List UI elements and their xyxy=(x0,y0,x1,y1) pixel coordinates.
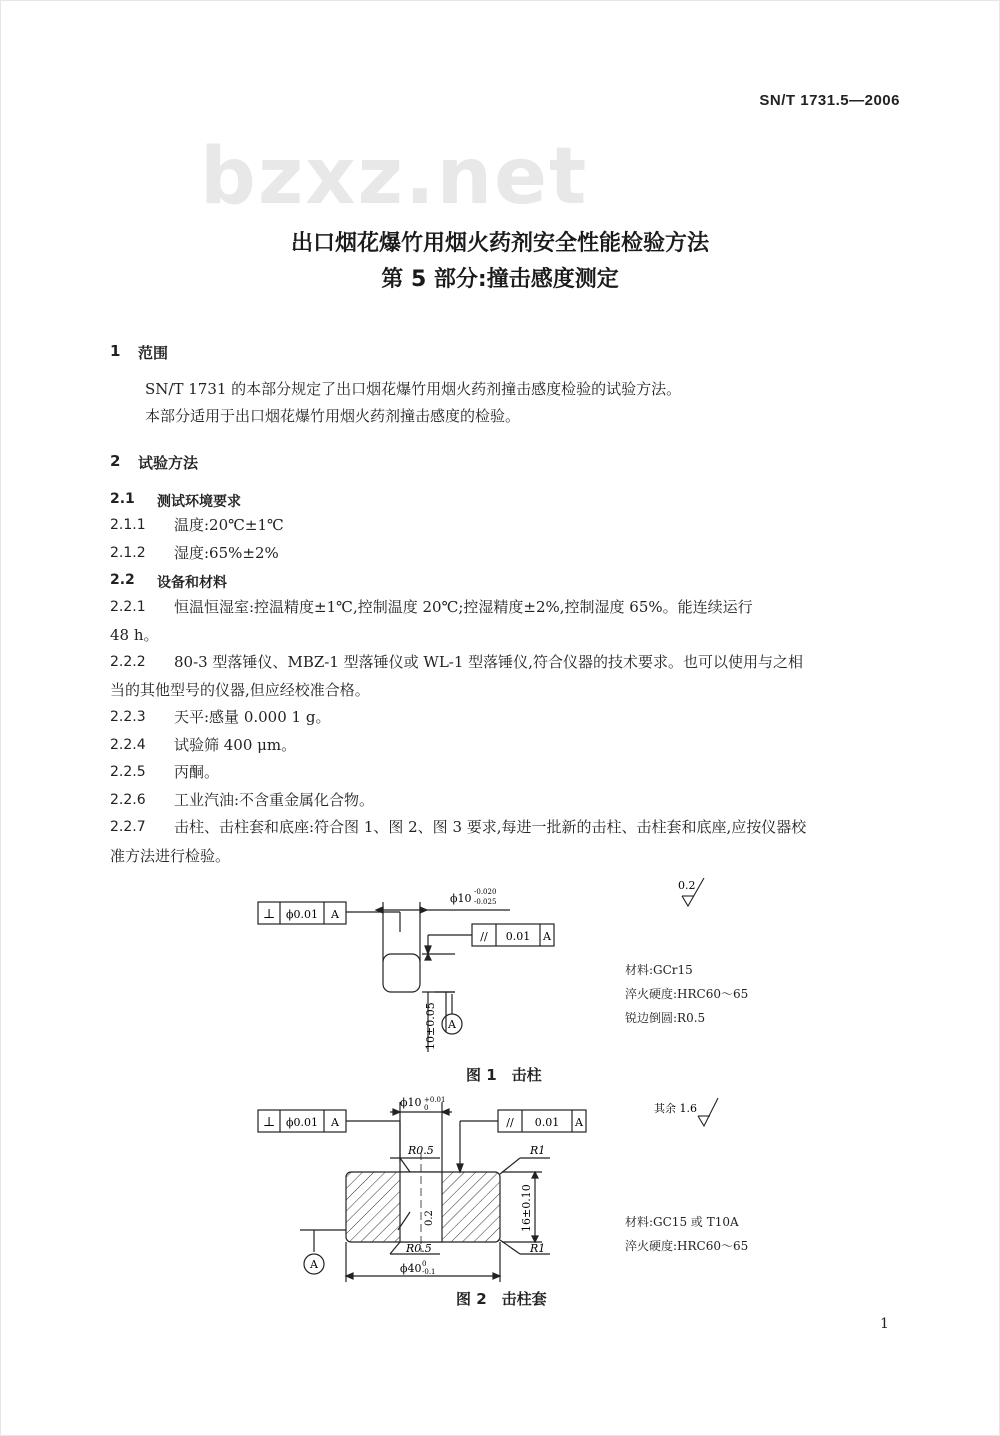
fig2-perp-value: ϕ0.01 xyxy=(286,1116,318,1129)
section-2-heading: 试验方法 xyxy=(138,454,199,472)
fig2-perp-datum: A xyxy=(331,1116,339,1129)
clause-2-2-4-text: 试验筛 400 μm。 xyxy=(174,736,297,754)
fig2-radius-bottom-left: R0.5 xyxy=(406,1242,432,1255)
clause-2-2-3-text: 天平:感量 0.000 1 g。 xyxy=(174,708,331,726)
fig2-outer-diameter: ϕ40 xyxy=(400,1262,422,1275)
fig1-datum-label: A xyxy=(448,1018,456,1031)
fig1-roughness-symbol xyxy=(668,874,728,910)
page-number: 1 xyxy=(880,1316,889,1332)
clause-2-2-5-text: 丙酮。 xyxy=(174,763,220,781)
fig1-perp-symbol: ⊥ xyxy=(262,907,276,922)
clause-2-1-2-number: 2.1.2 xyxy=(110,545,146,561)
fig2-par-datum: A xyxy=(575,1116,583,1129)
clause-2-2-heading: 设备和材料 xyxy=(157,575,227,591)
fig2-roughness-symbol xyxy=(652,1094,742,1134)
clause-2-2-7-continuation: 准方法进行检验。 xyxy=(110,847,231,865)
clause-2-2-2-text: 80-3 型落锤仪、MBZ-1 型落锤仪或 WL-1 型落锤仪,符合仪器的技术要求。也可以使用与之相 xyxy=(174,653,803,671)
fig1-diameter: ϕ10 xyxy=(450,892,472,905)
section-1-number: 1 xyxy=(110,342,121,360)
clause-2-1-1-number: 2.1.1 xyxy=(110,517,146,533)
fig1-note-material: 材料:GCr15 xyxy=(625,963,693,977)
scope-paragraph-2: 本部分适用于出口烟花爆竹用烟火药剂撞击感度的检验。 xyxy=(145,407,521,425)
clause-2-2-7-number: 2.2.7 xyxy=(110,819,146,835)
fig2-par-value: 0.01 xyxy=(534,1116,560,1129)
clause-2-2-number: 2.2 xyxy=(110,572,135,588)
clause-2-2-1-continuation: 48 h。 xyxy=(110,626,159,644)
figure-2-caption: 图 2 击柱套 xyxy=(456,1290,547,1308)
document-subtitle: 第 5 部分:撞击感度测定 xyxy=(381,267,619,292)
clause-2-2-1-number: 2.2.1 xyxy=(110,599,146,615)
clause-2-2-6-text: 工业汽油:不含重金属化合物。 xyxy=(174,791,375,809)
section-2-number: 2 xyxy=(110,452,121,470)
clause-2-2-2-number: 2.2.2 xyxy=(110,654,146,670)
fig1-perp-datum: A xyxy=(331,908,339,921)
fig2-note-material: 材料:GC15 或 T10A xyxy=(625,1215,739,1229)
fig2-roughness-value: 其余 1.6 xyxy=(654,1102,697,1115)
clause-2-2-4-number: 2.2.4 xyxy=(110,737,146,753)
fig2-inner-tol-upper: +0.01 xyxy=(424,1096,446,1104)
fig2-outer-lower: -0.1 xyxy=(422,1268,436,1276)
clause-2-2-1-text: 恒温恒湿室:控温精度±1℃,控制温度 20℃;控湿精度±2%,控制湿度 65%。能连续运行 xyxy=(174,598,753,616)
fig1-perp-value: ϕ0.01 xyxy=(286,908,318,921)
fig2-inner-diameter: ϕ10 xyxy=(400,1096,422,1109)
figure-2-striker-sleeve-drawing xyxy=(250,1092,600,1292)
fig1-note-edge: 锐边倒圆:R0.5 xyxy=(625,1011,706,1025)
fig2-outer-upper: 0 xyxy=(422,1260,427,1268)
fig1-note-hardness: 淬火硬度:HRC60～65 xyxy=(625,987,749,1001)
fig2-inner-tol-lower: 0 xyxy=(424,1104,429,1112)
fig2-datum-label: A xyxy=(310,1258,318,1271)
fig1-par-symbol: // xyxy=(480,930,488,943)
clause-2-1-1-text: 温度:20℃±1℃ xyxy=(174,516,284,534)
fig2-chamfer: 0.2 xyxy=(424,1210,435,1226)
fig2-radius-top-left: R0.5 xyxy=(408,1144,434,1157)
fig1-par-value: 0.01 xyxy=(505,930,531,943)
fig2-radius-bottom-right: R1 xyxy=(530,1242,546,1255)
fig1-height: 10±0.05 xyxy=(424,1002,437,1050)
clause-2-2-5-number: 2.2.5 xyxy=(110,764,146,780)
fig1-diameter-lower: -0.025 xyxy=(474,898,497,906)
fig2-par-symbol: // xyxy=(506,1116,514,1129)
section-1-heading: 范围 xyxy=(138,344,169,362)
scope-paragraph-1: SN/T 1731 的本部分规定了出口烟花爆竹用烟火药剂撞击感度检验的试验方法。 xyxy=(145,380,682,398)
fig2-height: 16±0.10 xyxy=(520,1184,533,1232)
clause-2-2-2-continuation: 当的其他型号的仪器,但应经校准合格。 xyxy=(110,681,370,699)
clause-2-1-heading: 测试环境要求 xyxy=(157,494,241,510)
fig1-roughness-value: 0.2 xyxy=(678,879,696,892)
clause-2-1-2-text: 湿度:65%±2% xyxy=(174,544,279,562)
watermark: bzxz.net xyxy=(200,132,589,222)
figure-1-caption: 图 1 击柱 xyxy=(466,1066,542,1084)
clause-2-2-3-number: 2.2.3 xyxy=(110,709,146,725)
clause-2-2-6-number: 2.2.6 xyxy=(110,792,146,808)
clause-2-1-number: 2.1 xyxy=(110,491,135,507)
document-title: 出口烟花爆竹用烟火药剂安全性能检验方法 xyxy=(290,231,709,256)
fig2-perp-symbol: ⊥ xyxy=(262,1115,276,1130)
fig2-radius-top-right: R1 xyxy=(530,1144,546,1157)
fig1-par-datum: A xyxy=(543,930,551,943)
standard-number: SN/T 1731.5—2006 xyxy=(759,92,900,109)
clause-2-2-7-text: 击柱、击柱套和底座:符合图 1、图 2、图 3 要求,每进一批新的击柱、击柱套和底座,应按仪器校 xyxy=(174,818,807,836)
figure-1-striker-drawing xyxy=(250,872,580,1062)
fig1-diameter-upper: -0.020 xyxy=(474,888,497,896)
fig2-note-hardness: 淬火硬度:HRC60～65 xyxy=(625,1239,749,1253)
